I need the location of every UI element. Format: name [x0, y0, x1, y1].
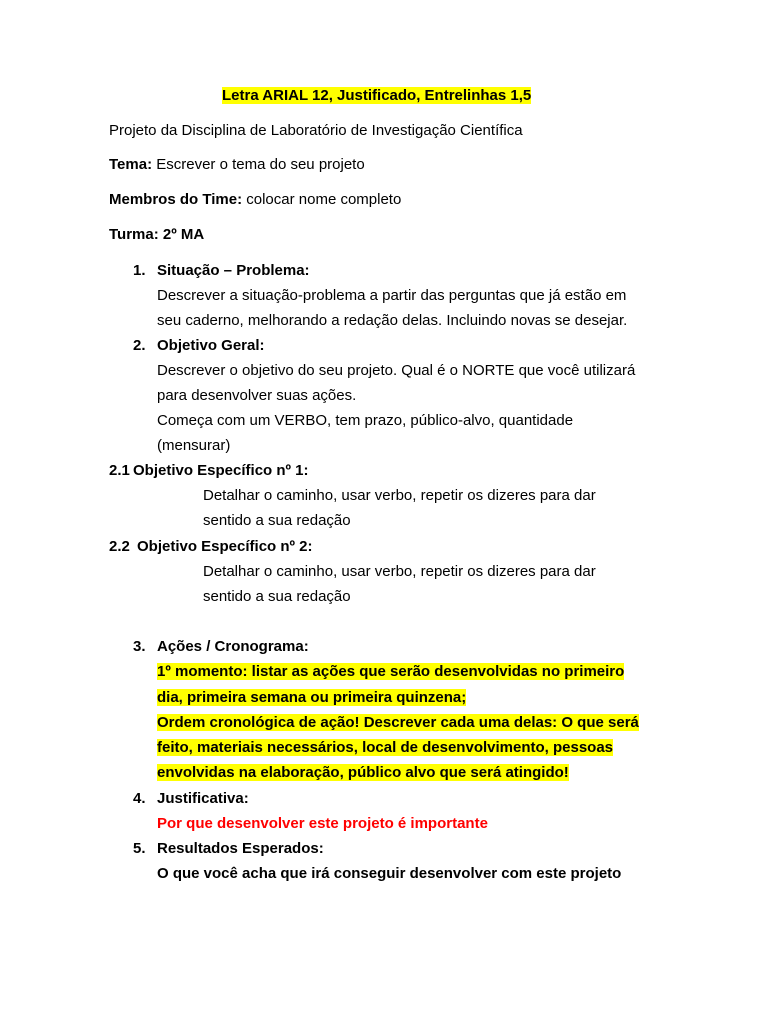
section-2-1-line-1: Detalhar o caminho, usar verbo, repetir os dizeres para dar: [203, 487, 596, 504]
section-2-line-3: Começa com um VERBO, tem prazo, público-alvo, quantidade: [157, 412, 574, 429]
section-3-title: Ações / Cronograma:: [157, 638, 309, 655]
section-5-number: 5.: [133, 840, 146, 857]
section-2-1-number: 2.1: [109, 462, 130, 479]
tema-value: Escrever o tema do seu projeto: [152, 156, 365, 173]
section-3-line-3: [157, 713, 639, 732]
section-3-line-2: [157, 688, 466, 707]
section-3-line-2-text: dia, primeira semana ou primeira quinzena;: [157, 689, 467, 706]
section-3-line-5: [157, 763, 569, 782]
membros-line: [109, 190, 401, 209]
discipline-title: Projeto da Disciplina de Laboratório de Investigação Científica: [109, 122, 523, 139]
membros-value: colocar nome completo: [242, 191, 402, 208]
section-2-2-line-1: Detalhar o caminho, usar verbo, repetir os dizeres para dar: [203, 563, 596, 580]
section-3-line-1-text: 1º momento: listar as ações que serão desenvolvidas no primeiro: [157, 663, 625, 680]
section-3-line-1: [157, 662, 624, 681]
section-2-2-title: Objetivo Específico nº 2:: [137, 538, 313, 555]
section-4-number: 4.: [133, 790, 146, 807]
section-2-line-4: (mensurar): [157, 437, 231, 454]
section-2-title: Objetivo Geral:: [157, 337, 265, 354]
membros-label: Membros do Time:: [109, 191, 243, 208]
section-1-line-2: seu caderno, melhorando a redação delas. Incluindo novas se desejar.: [157, 312, 628, 329]
format-note-text: Letra ARIAL 12, Justificado, Entrelinhas 1,5: [222, 87, 532, 104]
section-3-line-4: [157, 738, 613, 757]
section-2-2-line-2: sentido a sua redação: [203, 588, 351, 605]
section-4-title: Justificativa:: [157, 790, 249, 807]
tema-line: [109, 155, 365, 174]
section-5-line-1: O que você acha que irá conseguir desenvolver com este projeto: [157, 865, 622, 882]
section-5-title: Resultados Esperados:: [157, 840, 324, 857]
section-1-title: Situação – Problema:: [157, 262, 310, 279]
turma-line: Turma: 2º MA: [109, 226, 205, 243]
section-1-line-1: Descrever a situação-problema a partir das perguntas que já estão em: [157, 287, 627, 304]
section-4-line-1: Por que desenvolver este projeto é importante: [157, 815, 488, 832]
section-3-line-4-text: feito, materiais necessários, local de desenvolvimento, pessoas: [157, 739, 614, 756]
section-2-number: 2.: [133, 337, 146, 354]
section-2-line-1: Descrever o objetivo do seu projeto. Qual é o NORTE que você utilizará: [157, 362, 636, 379]
section-2-1-title: Objetivo Específico nº 1:: [133, 462, 309, 479]
section-2-line-2: para desenvolver suas ações.: [157, 387, 357, 404]
section-2-2-number: 2.2: [109, 538, 130, 555]
format-note: [222, 86, 531, 105]
section-2-1-line-2: sentido a sua redação: [203, 512, 351, 529]
section-3-line-5-text: envolvidas na elaboração, público alvo que será atingido!: [157, 764, 569, 781]
tema-label: Tema:: [109, 156, 153, 173]
section-3-line-3-text: Ordem cronológica de ação! Descrever cada uma delas: O que será: [157, 714, 639, 731]
section-1-number: 1.: [133, 262, 146, 279]
section-3-number: 3.: [133, 638, 146, 655]
